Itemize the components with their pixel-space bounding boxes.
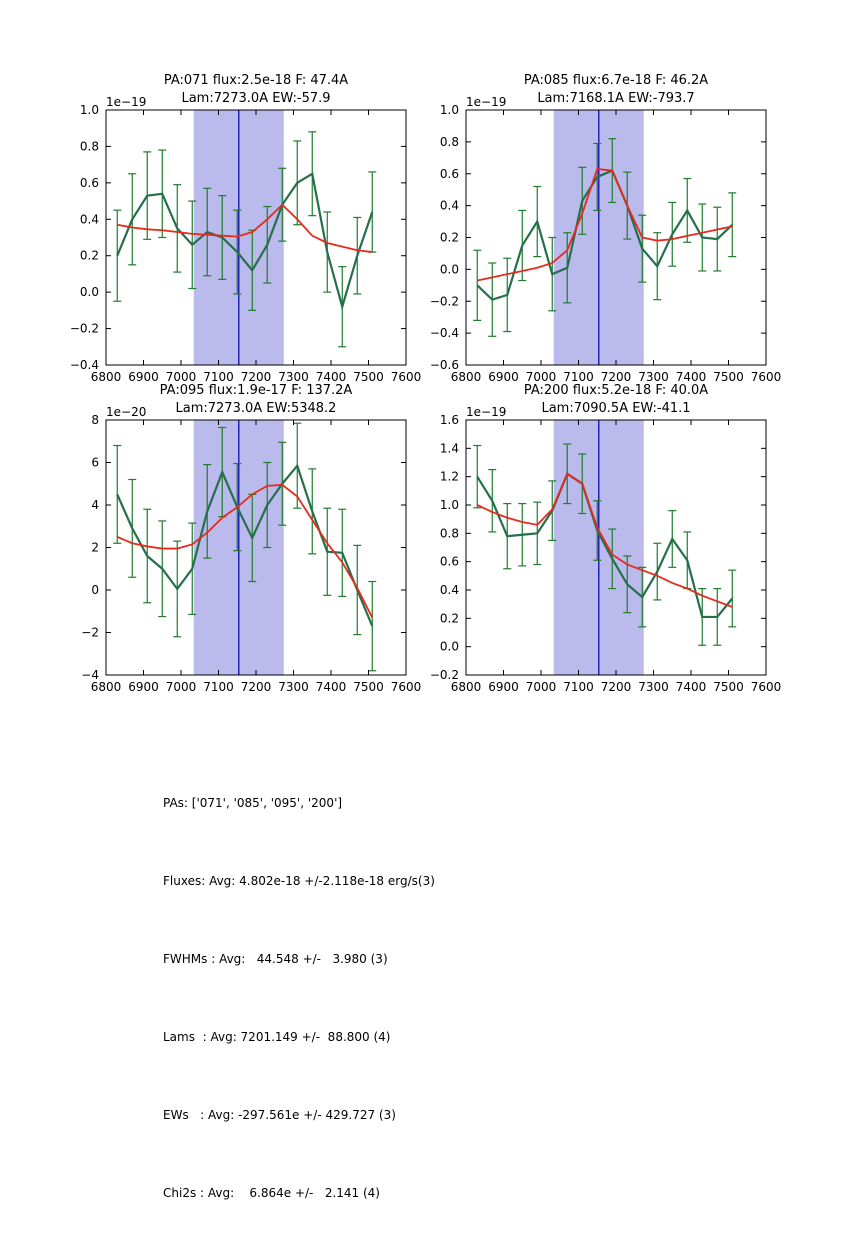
- x-tick-label: 6800: [90, 680, 122, 694]
- stats-block: [163, 738, 435, 1258]
- y-tick-label: −0.4: [69, 358, 99, 372]
- x-tick-label: 6900: [128, 370, 159, 384]
- x-tick-label: 7200: [600, 680, 632, 694]
- x-tick-label: 7000: [525, 680, 557, 694]
- y-tick-label: 1.0: [79, 103, 99, 117]
- x-tick-label: 7200: [600, 370, 632, 384]
- y-tick-label: −0.6: [429, 358, 459, 372]
- y-tick-label: −0.4: [429, 326, 459, 341]
- axis-offset-label: 1e−19: [106, 95, 147, 109]
- y-tick-label: 8: [91, 413, 99, 427]
- x-tick-label: 7500: [353, 370, 384, 384]
- y-tick-label: 1.2: [439, 469, 459, 484]
- y-tick-label: −0.2: [429, 668, 459, 682]
- y-tick-label: −0.2: [69, 321, 99, 336]
- subplot-plot-pa071: [54, 95, 422, 393]
- y-tick-label: 0.6: [79, 175, 99, 190]
- x-tick-label: 7500: [713, 680, 744, 694]
- x-tick-label: 7400: [675, 680, 707, 694]
- x-tick-label: 7100: [203, 370, 234, 384]
- title-line-2: Lam:7273.0A EW:5348.2: [175, 401, 337, 416]
- stats-line-lams: Lams : Avg: 7201.149 +/- 88.800 (4): [163, 1030, 391, 1044]
- axis-offset-label: 1e−19: [466, 95, 507, 109]
- x-tick-label: 7100: [563, 680, 594, 694]
- title-line-2: Lam:7168.1A EW:-793.7: [537, 91, 695, 106]
- title-line-1: PA:085 flux:6.7e-18 F: 46.2A: [523, 73, 709, 88]
- x-tick-label: 6900: [488, 370, 519, 384]
- y-tick-label: 6: [91, 455, 99, 470]
- x-tick-label: 7300: [638, 370, 669, 384]
- axis-offset-label: 1e−20: [106, 405, 147, 419]
- y-tick-label: 0.8: [79, 139, 99, 154]
- y-tick-label: 0.8: [439, 526, 459, 541]
- x-tick-label: 7000: [165, 680, 197, 694]
- x-tick-label: 7500: [713, 370, 744, 384]
- y-tick-label: 1.4: [439, 441, 459, 456]
- x-tick-label: 7200: [240, 680, 272, 694]
- title-line-1: PA:095 flux:1.9e-17 F: 137.2A: [159, 383, 353, 398]
- subplot-plot-pa095: [54, 405, 422, 703]
- y-tick-label: 4: [91, 498, 99, 512]
- y-tick-label: 1.6: [439, 413, 459, 427]
- y-tick-label: 2: [91, 540, 99, 555]
- y-tick-label: −2: [81, 625, 99, 640]
- x-tick-label: 6900: [128, 680, 159, 694]
- title-line-1: PA:071 flux:2.5e-18 F: 47.4A: [163, 73, 349, 88]
- x-tick-label: 7300: [638, 680, 669, 694]
- x-tick-label: 7200: [240, 370, 272, 384]
- x-tick-label: 7400: [675, 370, 707, 384]
- axis-offset-label: 1e−19: [466, 405, 507, 419]
- stats-line-pas: PAs: ['071', '085', '095', '200']: [163, 796, 343, 810]
- y-tick-label: 0.2: [439, 611, 459, 626]
- y-tick-label: 0.6: [439, 166, 459, 181]
- y-tick-label: 0.4: [439, 583, 459, 597]
- x-tick-label: 6800: [450, 680, 482, 694]
- y-tick-label: 0.2: [79, 248, 99, 263]
- x-tick-label: 7100: [203, 680, 234, 694]
- x-tick-label: 7000: [165, 370, 197, 384]
- x-tick-label: 7100: [563, 370, 594, 384]
- stats-line-chi2s: Chi2s : Avg: 6.864e +/- 2.141 (4): [163, 1186, 380, 1200]
- title-line-1: PA:200 flux:5.2e-18 F: 40.0A: [523, 383, 709, 398]
- title-line-2: Lam:7090.5A EW:-41.1: [541, 401, 691, 416]
- stats-line-ews: EWs : Avg: -297.561e +/- 429.727 (3): [163, 1108, 396, 1122]
- y-tick-label: 0.6: [439, 554, 459, 569]
- y-tick-label: 0.0: [79, 285, 99, 300]
- y-tick-label: 1.0: [439, 103, 459, 117]
- x-tick-label: 7600: [750, 680, 782, 694]
- y-tick-label: 0.0: [439, 262, 459, 277]
- x-tick-label: 7300: [278, 680, 309, 694]
- subplot-plot-pa085: [414, 95, 782, 393]
- y-tick-label: −0.2: [429, 294, 459, 309]
- title-line-2: Lam:7273.0A EW:-57.9: [181, 91, 331, 106]
- y-tick-label: 0.0: [439, 639, 459, 654]
- x-tick-label: 7600: [750, 370, 782, 384]
- x-tick-label: 7600: [390, 370, 422, 384]
- y-tick-label: 0.2: [439, 230, 459, 245]
- x-tick-label: 7600: [390, 680, 422, 694]
- stats-line-fwhms: FWHMs : Avg: 44.548 +/- 3.980 (3): [163, 952, 388, 966]
- x-tick-label: 7000: [525, 370, 557, 384]
- y-tick-label: 0.4: [79, 212, 99, 227]
- y-tick-label: −4: [81, 668, 99, 682]
- y-tick-label: 0: [91, 583, 99, 597]
- y-tick-label: 0.8: [439, 134, 459, 149]
- y-tick-label: 1.0: [439, 498, 459, 512]
- y-tick-label: 0.4: [439, 198, 459, 213]
- x-tick-label: 6900: [488, 680, 519, 694]
- x-tick-label: 7400: [315, 680, 347, 694]
- subplot-plot-pa200: [414, 405, 782, 703]
- x-tick-label: 7400: [315, 370, 347, 384]
- stats-line-fluxes: Fluxes: Avg: 4.802e-18 +/-2.118e-18 erg/s(3): [163, 874, 435, 888]
- x-tick-label: 6800: [90, 370, 122, 384]
- x-tick-label: 6800: [450, 370, 482, 384]
- x-tick-label: 7500: [353, 680, 384, 694]
- x-tick-label: 7300: [278, 370, 309, 384]
